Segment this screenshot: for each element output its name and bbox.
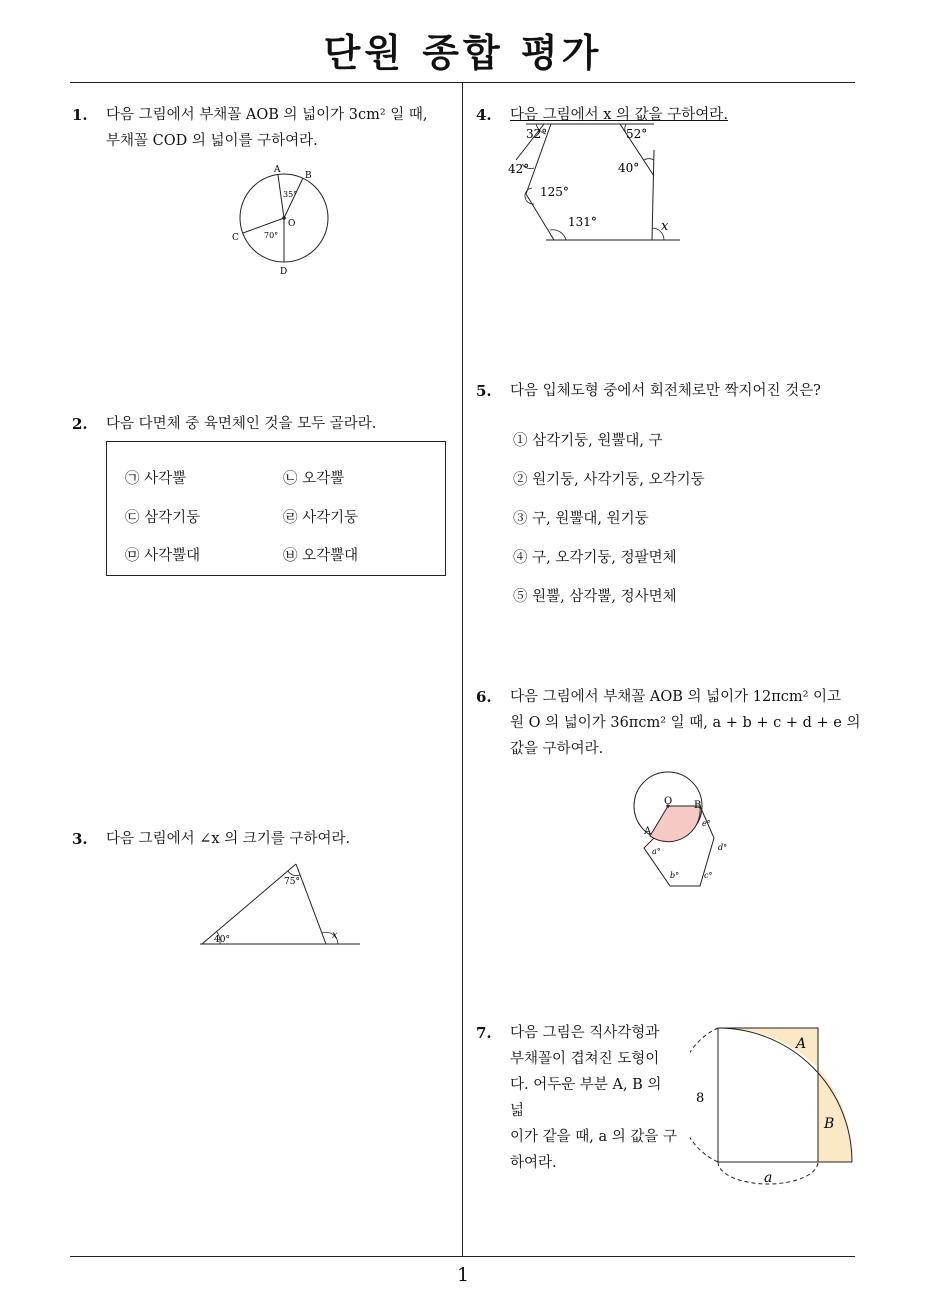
angle-label: 40° [618, 161, 640, 175]
label-O: O [664, 796, 673, 807]
q3-triangle-figure [196, 858, 366, 954]
answer-option[interactable]: ③ 구, 원뿔대, 원기둥 [513, 511, 649, 527]
choice-item: ㉥ 오각뿔대 [283, 548, 359, 564]
region-A-label: A [796, 1036, 807, 1052]
q7-rectangle-sector-figure [690, 1020, 860, 1190]
question-number: 7. [476, 1024, 492, 1042]
question-text: 값을 구하여라. [510, 741, 604, 757]
answer-option[interactable]: ④ 구, 오각기둥, 정팔면체 [513, 550, 677, 566]
question-6 [476, 684, 861, 762]
choice-item: ㉠ 사각뿔 [125, 471, 187, 487]
page-number: 1 [456, 1264, 470, 1286]
question-number: 2. [72, 415, 88, 433]
bottom-rule [70, 1256, 855, 1257]
label-B: B [694, 800, 702, 811]
angle-label: 42° [508, 162, 530, 176]
label-D: D [280, 267, 288, 277]
side-length-label: 8 [696, 1091, 705, 1106]
question-text: 다음 그림에서 ∠x 의 크기를 구하여라. [106, 831, 351, 847]
question-7 [476, 1020, 678, 1176]
question-text: 다음 다면체 중 육면체인 것을 모두 골라라. [106, 416, 377, 432]
angle-e-label: e° [702, 819, 711, 828]
angle-b-label: b° [670, 871, 680, 880]
question-text: 다음 그림은 직사각형과 [510, 1025, 660, 1041]
choice-box [106, 441, 446, 576]
q6-circle-hexagon-figure [626, 770, 754, 890]
choice-item: ㉣ 사각기둥 [283, 510, 359, 526]
question-3 [72, 826, 351, 852]
page-title: 단원 종합 평가 [323, 31, 603, 75]
answer-option[interactable]: ② 원기둥, 사각기둥, 오각기둥 [513, 472, 705, 488]
question-number: 3. [72, 830, 88, 848]
angle-label: 32° [526, 127, 548, 141]
angle-a-label: a° [652, 847, 661, 856]
region-B-label: B [824, 1116, 835, 1132]
label-O: O [288, 219, 296, 229]
question-5 [476, 378, 821, 404]
question-number: 1. [72, 106, 88, 124]
label-A: A [274, 165, 281, 175]
question-1 [72, 102, 428, 154]
label-B: B [305, 171, 312, 181]
question-text: 부채꼴이 겹쳐진 도형이 [510, 1051, 660, 1067]
choice-item: ㉤ 사각뿔대 [125, 548, 201, 564]
choice-item: ㉢ 삼각기둥 [125, 510, 201, 526]
question-text: 하여라. [510, 1155, 557, 1171]
question-text: 다음 그림에서 부채꼴 AOB 의 넓이가 12πcm² 이고 [510, 689, 842, 705]
question-text: 다음 입체도형 중에서 회전체로만 짝지어진 것은? [510, 383, 821, 399]
question-number: 4. [476, 106, 492, 124]
q4-polygon-figure [506, 116, 682, 248]
angle-label: 75° [284, 877, 300, 887]
question-text: 다음 그림에서 부채꼴 AOB 의 넓이가 3cm² 일 때, [106, 107, 428, 123]
answer-option[interactable]: ① 삼각기둥, 원뿔대, 구 [513, 433, 663, 449]
label-A: A [644, 826, 652, 837]
angle-x-label: x [661, 219, 669, 234]
angle-label: 70° [264, 231, 279, 240]
question-text: 다음 그림에서 x 의 값을 구하여라. [510, 107, 728, 123]
question-text: 원 O 의 넓이가 36πcm² 일 때, a + b + c + d + e 의 [510, 715, 861, 731]
angle-c-label: c° [704, 871, 713, 880]
q1-circle-figure [226, 160, 336, 280]
angle-x-label: x [332, 930, 338, 941]
angle-label: 35° [283, 190, 298, 199]
label-C: C [232, 233, 239, 243]
angle-label: 52° [626, 127, 648, 141]
answer-option[interactable]: ⑤ 원뿔, 삼각뿔, 정사면체 [513, 589, 677, 605]
angle-d-label: d° [718, 843, 728, 852]
question-number: 6. [476, 688, 492, 706]
angle-label: 40° [214, 935, 230, 945]
column-divider [462, 82, 463, 1256]
question-text: 부채꼴 COD 의 넓이를 구하여라. [106, 133, 318, 149]
choice-item: ㉡ 오각뿔 [283, 471, 345, 487]
question-2 [72, 411, 377, 437]
length-a-label: a [764, 1170, 773, 1186]
angle-label: 125° [540, 185, 569, 199]
question-text: 이가 같을 때, a 의 값을 구 [510, 1129, 677, 1145]
angle-label: 131° [568, 215, 597, 229]
question-number: 5. [476, 382, 492, 400]
question-text: 다. 어두운 부분 A, B 의 넓 [510, 1077, 662, 1119]
